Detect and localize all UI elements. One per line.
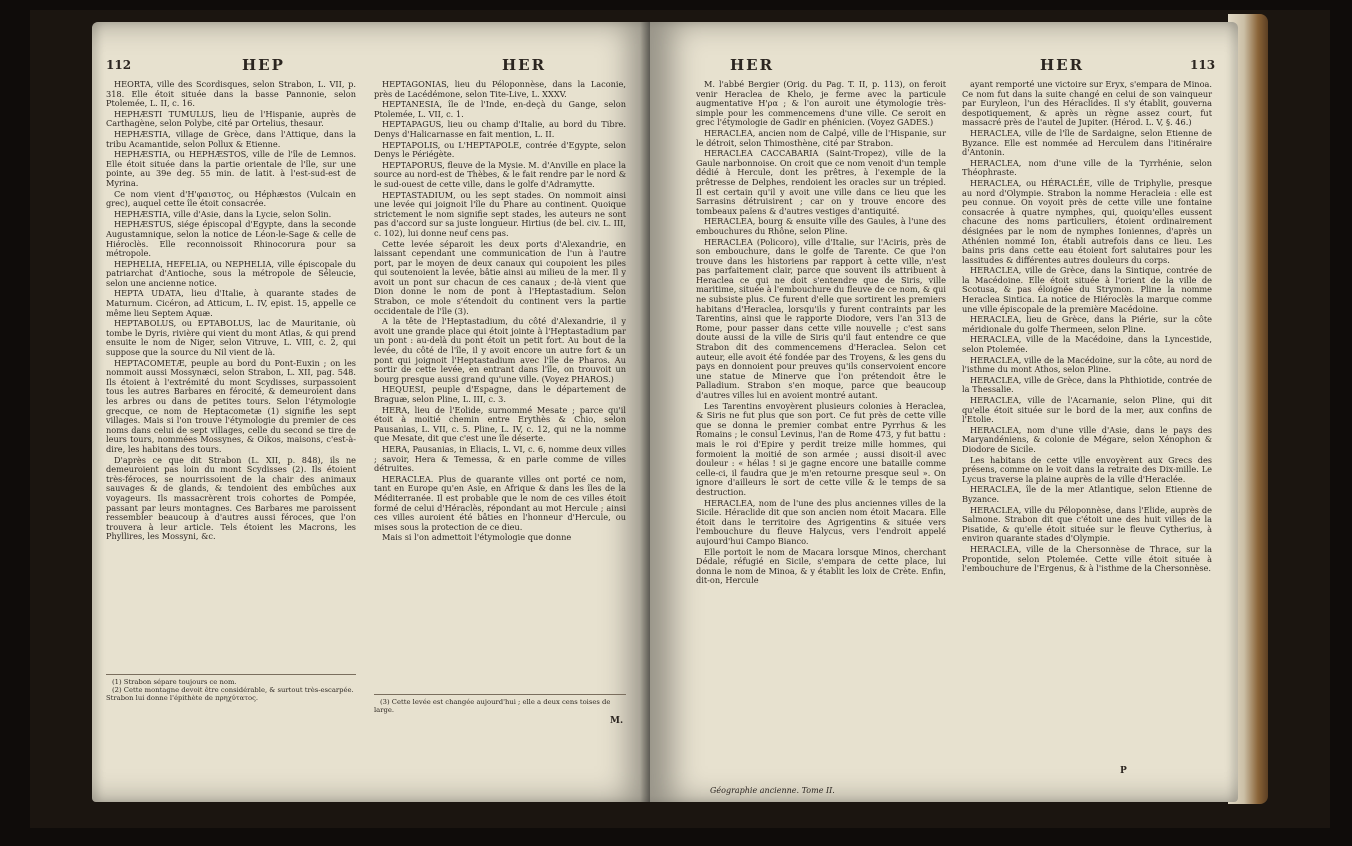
catchword: M. [610, 716, 624, 726]
paragraph: HERACLEA, ancien nom de Calpé, ville de l'Hispanie, sur le détroit, selon Thimosthène, cité par Strabon. [696, 127, 946, 148]
paragraph: HERACLEA, ville de la Macédoine, dans la Lyncestide, selon Ptolemée. [962, 334, 1212, 355]
right-page-column-2 [962, 80, 1212, 575]
paragraph: HERACLEA, ville de Grèce, dans la Sintique, contrée de la Macédoine. Elle étoit située à l'orient de la ville de Scotusa, & pas éloignée du Strymon. Pline la nomme Heraclea Sintica. La notice de Hiéroclès la marque comme une ville épiscopale de la première Macédoine. [962, 265, 1212, 314]
paragraph: HEPTAPOLIS, ou L'HEPTAPOLE, contrée d'Egypte, selon Denys le Périégète. [374, 139, 626, 160]
paragraph: M. l'abbé Bergier (Orig. du Pag. T. II, p. 113), on feroit venir Heraclea de Khelo, je ferme avec la particule augmentative H'ρα ; & l'on auroit une étymologie très-simple pour les commencemens d'une ville. Ce seroit en grec l'étymologie de Gadir en phénicien. (Voyez GADES.) [696, 79, 946, 128]
paragraph: (1) Strabon sépare toujours ce nom. [112, 678, 237, 686]
running-head-right: HER [502, 56, 547, 74]
paragraph: A la tête de l'Heptastadium, du côté d'Alexandrie, il y avoit une grande place qui étoit jointe à l'Heptastadium par un pont : au-delà du pont étoit un petit fort. Au bout de la levée, du côté de l'île, il y avoit encore un autre fort & un pont qui joignoit l'Heptastadium avec l'île de Pharos. Au sortir de cette levée, en entrant dans l'île, on trouvoit un bourg presque aussi grand qu'une ville. (Voyez PHAROS.) [374, 316, 626, 384]
paragraph: HERACLEA (Policoro), ville d'Italie, sur l'Aciris, près de son embouchure, dans le golfe de Tarente. Ce que l'on trouve dans les historiens par rapport à cette ville, n'est pas parfaitement clair, parce que souvent ils attribuent à Heraclea ce qui ne doit s'entendre que de Siris, ville maritime, située à l'embouchure du fleuve de ce nom, & qui ne subsiste plus. Ce furent d'elle que sortirent les premiers habitans d'Heraclea, lorsqu'ils y furent contraints par les Tarentins, ainsi que le rapporte Diodore, vers l'an 313 de Rome, pour passer dans cette ville nouvelle ; c'est sans doute aussi de la ville de Siris qu'il faut entendre ce que Strabon dit des commencemens d'Heraclea. Selon cet auteur, elle avoit été fondée par des Troyens, & les gens du pays en donnoient pour preuves qu'ils conservoient encore une statue de Minerve que l'on prétendoit être le Palladium. Strabon s'en moque, parce que beaucoup d'autres villes lui en avoient montré autant. [696, 236, 946, 400]
paragraph: HERACLEA, ville de la Chersonnèse de Thrace, sur la Propontide, selon Ptolemée. Cette ville étoit située à l'embouchure de l'Ergenus, & à l'isthme de la Chersonnèse. [962, 543, 1212, 574]
paragraph: HEPHELIA, HEFELIA, ou NEPHELIA, ville épiscopale du patriarchat d'Antioche, sous la métropole de Séleucie, selon une ancienne notice. [106, 258, 356, 288]
paragraph: HEORTA, ville des Scordisques, selon Strabon, L. VII, p. 318. Elle étoit située dans la basse Pannonie, selon Ptolemée, L. II, c. 16. [106, 79, 356, 109]
paragraph: HEPTAPORUS, fleuve de la Mysie. M. d'Anville en place la source au nord-est de Thèbes, & le fait rendre par le nord & le sud-ouest de cette ville, dans le golfe d'Adramytte. [374, 159, 626, 189]
paragraph: HERACLEA, ville de l'Acarnanie, selon Pline, qui dit qu'elle étoit située sur le bord de la mer, aux confins de l'Etolie. [962, 395, 1212, 425]
paragraph: Cette levée séparoit les deux ports d'Alexandrie, en laissant cependant une communication de l'un à l'autre port, par le moyen de deux canaux qui coupoient les piles qui soutenoient la levée, bâtie ainsi au milieu de la mer. Il y avoit un pont sur chacun de ces canaux ; de-là vient que Dion donne le nom de pont à l'Heptastadium. Selon Strabon, ce mole s'étendoit du continent vers la partie occidentale de l'île (3). [374, 238, 626, 316]
left-page [92, 22, 652, 802]
paragraph: HEPTABOLUS, ou EPTABOLUS, lac de Mauritanie, où tombe le Dyris, rivière qui vient du mont Atlas, & qui prend ensuite le nom de Niger, selon Vitruve, L. VIII, c. 2, qui suppose que la source du Nil vient de là. [106, 318, 356, 358]
left-page-footnotes-2 [374, 694, 626, 714]
right-page-column-1 [696, 80, 946, 587]
paragraph: HERA, Pausanias, in Eliacis, L. VI, c. 6, nomme deux villes ; savoir, Hera & Temessa, & en parle comme de villes détruites. [374, 443, 626, 474]
paragraph: HERACLEA, île de la mer Atlantique, selon Etienne de Byzance. [962, 484, 1212, 504]
paragraph: Elle portoit le nom de Macara lorsque Minos, cherchant Dédale, réfugié en Sicile, s'empara de cette place, lui donna le nom de Minoa, & y établit les loix de Crète. Enfin, dit-on, Hercule [696, 546, 946, 586]
running-head-left: HEP [242, 56, 285, 74]
paragraph: Mais si l'on admettoit l'étymologie que donne [382, 532, 572, 543]
paragraph: HEPTAGONIAS, lieu du Péloponnèse, dans la Laconie, près de Lacédémone, selon Tite-Live, L. XXXV. [374, 79, 626, 99]
page-number-right: 113 [1190, 58, 1216, 72]
paragraph: HEPTAPAGUS, lieu ou champ d'Italie, au bord du Tibre. Denys d'Halicarnasse en fait mention, L. II. [374, 119, 626, 139]
paragraph: HERACLEA, ville de la Macédoine, sur la côte, au nord de l'isthme du mont Athos, selon Pline. [962, 354, 1212, 375]
left-page-column-1 [106, 80, 356, 543]
paragraph: HERACLEA, ville de Grèce, dans la Phthiotide, contrée de la Thessalie. [962, 374, 1212, 395]
paragraph: HERACLEA, nom de l'une des plus anciennes villes de la Sicile. Héraclide dit que son ancien nom étoit Macara. Elle étoit dans le territoire des Agrigentins & située vers l'embouchure du fleuve Halycus, vers l'endroit appelé aujourd'hui Campo Bianco. [696, 497, 946, 546]
left-page-footnotes-1 [106, 674, 356, 702]
paragraph: HERACLEA, ville du Péloponnèse, dans l'Elide, auprès de Salmone. Strabon dit que c'étoit une des huit villes de la Pisatide, & qu'elle étoit située sur le fleuve Cytherius, à environ quarante stades d'Olympie. [962, 504, 1212, 544]
paragraph: HERACLEA, nom d'une ville de la Tyrrhénie, selon Théophraste. [962, 157, 1212, 178]
paragraph: HEPHÆSTI TUMULUS, lieu de l'Hispanie, auprès de Carthagène, selon Polybe, cité par Ortelius, thesaur. [106, 108, 356, 129]
paragraph: HERACLEA, bourg & ensuite ville des Gaules, à l'une des embouchures du Rhône, selon Pline. [696, 216, 946, 236]
paragraph: HERACLEA, lieu de Grèce, dans la Piérie, sur la côte méridionale du golfe Thermeen, selon Pline. [962, 314, 1212, 334]
paragraph: Les Tarentins envoyèrent plusieurs colonies à Heraclea, & Siris ne fut plus que son port. Ce fut près de cette ville que se donna le premier combat entre Pyrrhus & les Romains ; le consul Levinus, l'an de Rome 473, y fut battu : mais le roi d'Epire y perdit treize mille hommes, qui formoient la moitié de son armée ; aussi disoit-il avec douleur : « hélas ! si je gagne encore une bataille comme celle-ci, il faudra que je m'en retourne presque seul ». On ignore d'ailleurs le sort de cette ville & le temps de sa destruction. [696, 400, 946, 497]
paragraph: ayant remporté une victoire sur Eryx, s'empara de Minoa. Ce nom fut dans la suite changé en celui de son vainqueur par Euryleon, l'un des Héraclides. Il s'y établit, gouverna despotiquement, & après un règne assez court, fut massacré près de l'autel de Jupiter. (Hérod. L. V, §. 46.) [962, 79, 1212, 128]
paragraph: HEPTANESIA, île de l'Inde, en-deçà du Gange, selon Ptolemée, L. VII, c. 1. [374, 99, 626, 119]
page-number-left: 112 [106, 58, 132, 72]
paragraph: Ce nom vient d'H'φαιστος, ou Héphæstos (Vulcain en grec), auquel cette île étoit consacrée. [106, 188, 356, 209]
signature-mark: P [1120, 766, 1127, 776]
footer-volume: Géographie ancienne. Tome II. [710, 786, 835, 795]
paragraph: HERACLEA. Plus de quarante villes ont porté ce nom, tant en Europe qu'en Asie, en Afrique & dans les îles de la Méditerranée. Il est probable que le nom de ces villes étoit formé de celui d'Héraclès, répondant au mot Hercule ; ainsi ces villes auroient été bâties en l'honneur d'Hercule, ou mises sous la protection de ce dieu. [374, 473, 626, 532]
paragraph: (3) Cette levée est changée aujourd'hui ; elle a deux cens toises de large. [374, 698, 611, 714]
paragraph: HEPTACOMETÆ, peuple au bord du Pont-Euxin ; on les nommoit aussi Mossynæci, selon Strabon, L. XII, pag. 548. Ils étoient à l'extrémité du mont Scydisses, surpassoient tous les autres Barbares en férocité, & demeuroient dans les arbres ou dans de petites tours. Selon l'étymologie grecque, ce nom de Heptacometæ (1) signifie les sept villages. Mais si l'on trouve l'étymologie du premier de ces noms dans celui de sept villages, celle du second se tire de leurs tours, nommées Mossynes, & Oikos, maisons, c'est-à-dire, les habitans des tours. [106, 357, 356, 454]
paragraph: HEPTA UDATA, lieu d'Italie, à quarante stades de Maturnum. Cicéron, ad Atticum, L. IV, epist. 15, appelle ce même lieu Septem Aquæ. [106, 288, 356, 318]
paragraph: HEPHÆSTIA, ville d'Asie, dans la Lycie, selon Solin. [114, 208, 332, 219]
running-head-left: HER [730, 56, 775, 74]
paragraph: HEPHÆSTIA, ou HEPHÆSTOS, ville de l'île de Lemnos. Elle étoit située dans la partie orientale de l'île, sur une pointe, au 39e deg. 55 min. de latit. à l'est-sud-est de Myrina. [106, 149, 356, 188]
left-page-column-2 [374, 80, 626, 544]
paragraph: HERACLEA, nom d'une ville d'Asie, dans le pays des Maryandéniens, & colonie de Mégare, selon Xénophon & Diodore de Sicile. [962, 424, 1212, 454]
right-page [650, 22, 1238, 802]
paragraph: D'après ce que dit Strabon (L. XII, p. 848), ils ne demeuroient pas loin du mont Scydisses (2). Ils étoient très-féroces, se nourrissoient de la chair des animaux sauvages & de glands, & tendoient des embûches aux voyageurs. Ils massacrèrent trois cohortes de Pompée, passant par leurs montagnes. Ces Barbares me paroissent ressembler beaucoup à d'autres aussi féroces, que l'on trouvera à leur article. Tels étoient les Macrons, les Phyllires, les Mossyni, &c. [106, 454, 356, 542]
paragraph: HERACLEA, ou HÉRACLÉE, ville de Triphylie, presque au nord d'Olympie. Strabon la nomme Heracleia : elle est peu connue. On voyoit près de cette ville une fontaine consacrée à quatre nymphes, qui, quoiqu'elles eussent chacune des noms particuliers, étoient ordinairement désignées par le nom de nymphes Ioniennes, d'après un Athénien nommé Ion, établi autrefois dans ce lieu. Les bains pris dans cette eau étoient fort salutaires pour les lassitudes & différentes autres douleurs du corps. [962, 177, 1212, 265]
paragraph: HERACLEA CACCABARIA (Saint-Tropez), ville de la Gaule narbonnoise. On croit que ce nom venoit d'un temple dédié à Hercule, dont les prêtres, à l'exemple de la prêtresse de Delphes, rendoient les oracles sur un trépied. Il est certain qu'il y avoit une ville dans ce lieu que les Sarrasins détruisirent ; car on y trouve encore des tombeaux païens & d'autres vestiges d'antiquité. [696, 148, 946, 216]
paragraph: HEPHÆSTIA, village de Grèce, dans l'Attique, dans la tribu Acamantide, selon Pollux & Etienne. [106, 128, 356, 149]
paragraph: HEPTASTADIUM, ou les sept stades. On nommoit ainsi une levée qui joignoit l'île du Phare au continent. Quoique strictement le nom signifie sept stades, les auteurs ne sont pas d'accord sur sa juste longueur. Hirtius (de bel. civ. L. III, c. 102), lui donne neuf cens pas. [374, 189, 626, 238]
paragraph: HEPHÆSTUS, siége épiscopal d'Egypte, dans la seconde Augustamnique, selon la notice de Léon-le-Sage & celle de Hiéroclès. Elle reconnoissoit Rhinocorura pour sa métropole. [106, 219, 356, 259]
paragraph: HERACLEA, ville de l'île de Sardaigne, selon Etienne de Byzance. Elle est nommée ad Herculem dans l'itinéraire d'Antonin. [962, 127, 1212, 158]
running-head-right: HER [1040, 56, 1085, 74]
paragraph: HERA, lieu de l'Eolide, surnommé Mesate ; parce qu'il étoit à moitié chemin entre Erythès & Chio, selon Pausanias, L. VII, c. 5. Pline, L. IV, c. 12, qui ne la nomme que Mesate, dit que c'est une île déserte. [374, 404, 626, 444]
paragraph: HEQUESI, peuple d'Espagne, dans le département de Braguæ, selon Pline, L. III, c. 3. [374, 384, 626, 404]
paragraph: Les habitans de cette ville envoyèrent aux Grecs des présens, comme on le voit dans la retraite des Dix-mille. Le Lycus traverse la plaine auprès de la ville d'Heraclée. [962, 454, 1212, 484]
paragraph: (2) Cette montagne devoit être considérable, & surtout très-escarpée. Strabon lui donne l'épithète de πρηχύτατος. [106, 686, 354, 702]
